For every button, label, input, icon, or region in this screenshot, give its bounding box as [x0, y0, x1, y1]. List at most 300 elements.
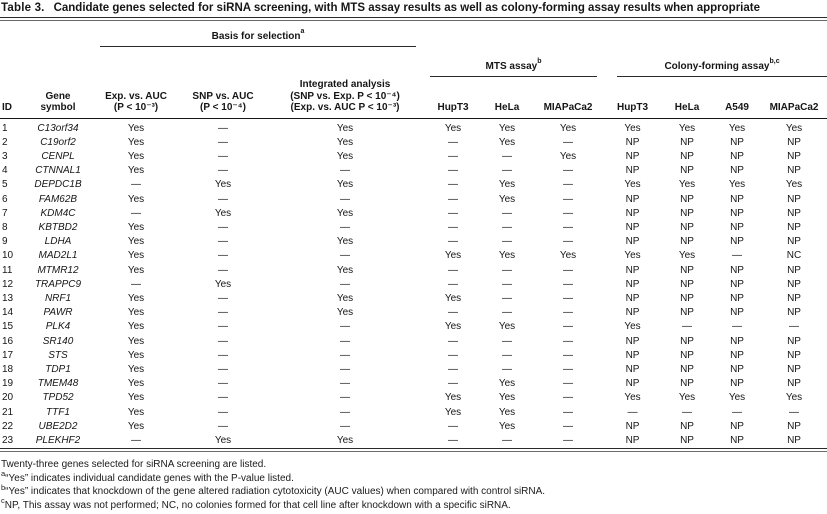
value-cell: Yes	[127, 136, 145, 148]
gene-cell: PLEKHF2	[35, 434, 81, 446]
value-cell: —	[218, 363, 228, 375]
value-cell: NP	[730, 165, 744, 177]
value-cell: NP	[787, 165, 801, 177]
value-cell: —	[448, 236, 459, 248]
value-cell: NP	[730, 378, 744, 390]
value-cell: NP	[787, 221, 801, 233]
footnote-b	[1, 482, 825, 499]
value-cell: —	[340, 250, 351, 262]
value-cell: —	[218, 420, 228, 432]
value-cell: Yes	[728, 392, 746, 404]
value-cell: —	[218, 221, 228, 233]
value-cell: —	[218, 122, 228, 134]
value-cell: Yes	[127, 264, 145, 276]
value-cell: Yes	[498, 193, 516, 205]
value-cell: NP	[625, 264, 640, 276]
value-cell: —	[448, 264, 459, 276]
value-cell: Yes	[624, 392, 641, 404]
table-row	[0, 122, 827, 136]
value-cell: Yes	[336, 236, 354, 248]
col-header-mts-hupt3: HupT3	[424, 77, 482, 118]
id-cell: 6	[2, 193, 8, 205]
value-cell: —	[131, 434, 141, 446]
table-row	[0, 235, 827, 249]
value-cell: Yes	[624, 321, 641, 333]
table-row	[0, 349, 827, 363]
value-cell: NP	[625, 221, 640, 233]
value-cell: Yes	[127, 378, 145, 390]
value-cell: —	[502, 221, 513, 233]
value-cell: NP	[730, 193, 744, 205]
footnote-marker-b: b	[537, 58, 542, 66]
table-title	[0, 0, 827, 17]
value-cell: —	[502, 349, 513, 361]
col-header-line: Integrated analysis	[299, 79, 391, 90]
value-cell: —	[218, 307, 228, 319]
value-cell: NP	[680, 150, 694, 162]
value-cell: NP	[680, 136, 694, 148]
value-cell: NP	[730, 349, 744, 361]
table-caption: Candidate genes selected for siRNA screening, with MTS assay results as well as colony-forming assay results when appropriate	[53, 2, 760, 14]
value-cell: NP	[787, 378, 801, 390]
value-cell: Yes	[498, 406, 516, 418]
id-cell: 5	[2, 179, 8, 191]
value-cell: —	[563, 179, 574, 191]
value-cell: Yes	[214, 207, 232, 219]
value-cell: Yes	[444, 321, 462, 333]
value-cell: NP	[680, 292, 694, 304]
value-cell: —	[448, 335, 459, 347]
gene-cell: NRF1	[44, 292, 72, 304]
table-row	[0, 406, 827, 420]
value-cell: —	[502, 165, 513, 177]
id-cell: 22	[2, 420, 14, 432]
value-cell: Yes	[498, 136, 516, 148]
value-cell: —	[563, 165, 574, 177]
value-cell: Yes	[336, 307, 354, 319]
value-cell: Yes	[444, 392, 462, 404]
gene-cell: LDHA	[44, 236, 72, 248]
value-cell: NP	[680, 236, 694, 248]
value-cell: Yes	[127, 193, 145, 205]
value-cell: —	[563, 363, 574, 375]
gene-cell: C13orf34	[37, 122, 79, 134]
value-cell: NP	[680, 363, 694, 375]
value-cell: —	[563, 207, 574, 219]
spacer-cell	[0, 47, 424, 77]
table-row	[0, 320, 827, 334]
value-cell: NP	[730, 363, 744, 375]
value-cell: NP	[787, 207, 801, 219]
col-header-mts-miapaca2: MIAPaCa2	[532, 77, 604, 118]
value-cell: —	[448, 434, 459, 446]
value-cell: NP	[787, 420, 801, 432]
col-header-line: Gene	[45, 90, 71, 102]
value-cell: —	[448, 363, 459, 375]
value-cell: —	[218, 321, 228, 333]
value-cell: —	[732, 321, 743, 333]
value-cell: NP	[680, 335, 694, 347]
id-cell: 1	[2, 122, 8, 134]
table-row	[0, 207, 827, 221]
gene-cell: CTNNAL1	[35, 165, 81, 177]
id-cell: 7	[2, 207, 8, 219]
table-row	[0, 178, 827, 192]
value-cell: —	[502, 236, 513, 248]
gene-cell: TRAPPC9	[34, 278, 82, 290]
col-header-line: (Exp. vs. AUC P < 10⁻³)	[290, 102, 400, 113]
table-row	[0, 136, 827, 150]
footnote-marker-a: a	[300, 28, 305, 36]
value-cell: —	[448, 378, 459, 390]
value-cell: Yes	[498, 420, 516, 432]
footnote-c	[1, 496, 825, 513]
value-cell: NP	[787, 193, 801, 205]
gene-cell: TPD52	[42, 392, 74, 404]
value-cell: NP	[680, 221, 694, 233]
value-cell: —	[218, 406, 228, 418]
value-cell: Yes	[678, 392, 696, 404]
value-cell: NP	[680, 307, 694, 319]
value-cell: —	[563, 136, 574, 148]
value-cell: NP	[787, 349, 801, 361]
value-cell: Yes	[498, 122, 516, 134]
value-cell: NP	[625, 207, 640, 219]
value-cell: Yes	[127, 150, 145, 162]
value-cell: NP	[680, 278, 694, 290]
value-cell: NP	[625, 307, 640, 319]
value-cell: Yes	[127, 321, 145, 333]
value-cell: Yes	[785, 179, 803, 191]
col-header-gene-symbol	[24, 77, 92, 118]
value-cell: NP	[625, 136, 640, 148]
value-cell: NP	[787, 434, 801, 446]
table-row	[0, 150, 827, 164]
value-cell: NP	[787, 278, 801, 290]
gene-cell: PAWR	[43, 307, 73, 319]
footnote-text: “Yes” indicates that knockdown of the gene altered radiation cytotoxicity (AUC values) when compared with control siRNA.	[5, 486, 546, 498]
value-cell: —	[218, 335, 228, 347]
value-cell: NP	[680, 264, 694, 276]
value-cell: —	[131, 207, 141, 219]
value-cell: Yes	[444, 406, 462, 418]
value-cell: NP	[625, 363, 640, 375]
value-cell: —	[563, 278, 574, 290]
col-header-integrated-analysis	[266, 77, 424, 118]
table-number: Table 3.	[1, 2, 45, 14]
col-header-line: Exp. vs. AUC	[105, 90, 167, 102]
value-cell: Yes	[498, 179, 516, 191]
value-cell: —	[218, 236, 228, 248]
value-cell: Yes	[785, 392, 803, 404]
value-cell: Yes	[498, 321, 516, 333]
value-cell: NP	[787, 236, 801, 248]
table-row	[0, 221, 827, 235]
id-cell: 17	[2, 349, 14, 361]
value-cell: —	[340, 378, 351, 390]
table-row	[0, 420, 827, 434]
value-cell: NP	[787, 264, 801, 276]
group-label-colony: Colony-forming assay	[664, 60, 770, 72]
value-cell: Yes	[127, 221, 145, 233]
value-cell: —	[563, 221, 574, 233]
value-cell: —	[448, 349, 459, 361]
gene-cell: FAM62B	[38, 193, 78, 205]
value-cell: Yes	[214, 179, 232, 191]
value-cell: —	[563, 321, 574, 333]
value-cell: —	[218, 250, 228, 262]
value-cell: Yes	[127, 250, 145, 262]
id-cell: 20	[2, 392, 14, 404]
footnotes	[0, 452, 827, 512]
value-cell: —	[448, 420, 459, 432]
value-cell: —	[448, 136, 459, 148]
table-row	[0, 164, 827, 178]
value-cell: NP	[730, 150, 744, 162]
value-cell: NP	[625, 349, 640, 361]
value-cell: —	[218, 136, 228, 148]
id-cell: 13	[2, 292, 14, 304]
value-cell: —	[340, 420, 351, 432]
value-cell: Yes	[127, 307, 145, 319]
value-cell: —	[218, 392, 228, 404]
value-cell: NP	[787, 150, 801, 162]
value-cell: Yes	[336, 122, 354, 134]
footnote-sup: b	[1, 482, 6, 492]
value-cell: NP	[787, 136, 801, 148]
value-cell: Yes	[214, 434, 232, 446]
value-cell: —	[789, 321, 800, 333]
value-cell: Yes	[336, 207, 354, 219]
value-cell: —	[218, 292, 228, 304]
gene-cell: C19orf2	[40, 136, 76, 148]
value-cell: NP	[625, 236, 640, 248]
spacer-cell	[424, 21, 827, 47]
value-cell: —	[448, 221, 459, 233]
value-cell: NP	[730, 434, 744, 446]
table-row	[0, 306, 827, 320]
table-row	[0, 193, 827, 207]
value-cell: —	[502, 278, 513, 290]
value-cell: NP	[625, 193, 640, 205]
value-cell: —	[627, 406, 638, 418]
table-row	[0, 292, 827, 306]
value-cell: Yes	[127, 335, 145, 347]
col-header-snp-vs-auc	[180, 77, 266, 118]
value-cell: —	[448, 165, 459, 177]
value-cell: Yes	[336, 292, 354, 304]
id-cell: 16	[2, 335, 14, 347]
id-cell: 10	[2, 250, 14, 262]
group-header-row-basis	[0, 21, 827, 47]
value-cell: —	[563, 420, 574, 432]
value-cell: Yes	[127, 363, 145, 375]
table-row	[0, 363, 827, 377]
col-header-line: (P < 10⁻³)	[113, 102, 159, 113]
group-header-colony	[604, 47, 827, 77]
value-cell: —	[218, 349, 228, 361]
gene-cell: MTMR12	[37, 264, 79, 276]
value-cell: —	[563, 292, 574, 304]
table-row	[0, 249, 827, 263]
value-cell: NP	[730, 264, 744, 276]
col-header-mts-hela: HeLa	[482, 77, 532, 118]
value-cell: Yes	[336, 136, 354, 148]
value-cell: —	[218, 150, 228, 162]
value-cell: NP	[730, 307, 744, 319]
value-cell: —	[340, 406, 351, 418]
value-cell: Yes	[498, 250, 516, 262]
value-cell: Yes	[127, 122, 145, 134]
value-cell: NP	[625, 292, 640, 304]
value-cell: NP	[730, 207, 744, 219]
value-cell: Yes	[127, 349, 145, 361]
value-cell: —	[340, 392, 351, 404]
value-cell: —	[563, 406, 574, 418]
col-header-line: symbol	[40, 102, 76, 113]
value-cell: —	[563, 349, 574, 361]
value-cell: Yes	[559, 150, 577, 162]
table-row	[0, 264, 827, 278]
value-cell: Yes	[559, 250, 577, 262]
id-cell: 3	[2, 150, 8, 162]
value-cell: NP	[625, 278, 640, 290]
gene-cell: DEPDC1B	[34, 179, 82, 191]
value-cell: NP	[625, 378, 640, 390]
id-cell: 18	[2, 363, 14, 375]
value-cell: Yes	[336, 434, 354, 446]
gene-cell: TDP1	[45, 363, 71, 375]
value-cell: Yes	[127, 420, 145, 432]
value-cell: NP	[680, 207, 694, 219]
value-cell: Yes	[559, 122, 577, 134]
value-cell: NP	[625, 165, 640, 177]
value-cell: —	[340, 278, 351, 290]
candidate-genes-table	[0, 21, 827, 448]
group-header-row-assays	[0, 47, 827, 77]
gene-cell: STS	[48, 349, 68, 361]
value-cell: Yes	[127, 406, 145, 418]
value-cell: —	[502, 434, 513, 446]
value-cell: Yes	[127, 392, 145, 404]
gene-cell: PLK4	[45, 321, 71, 333]
value-cell: Yes	[728, 122, 746, 134]
col-header-colony-a549: A549	[713, 77, 761, 118]
value-cell: NP	[625, 150, 640, 162]
value-cell: NP	[730, 136, 744, 148]
value-cell: NP	[787, 363, 801, 375]
value-cell: Yes	[214, 278, 232, 290]
value-cell: —	[340, 363, 351, 375]
value-cell: —	[448, 179, 459, 191]
group-label-mts: MTS assay	[485, 60, 538, 72]
column-header-row	[0, 77, 827, 118]
value-cell: NP	[730, 236, 744, 248]
col-header-colony-hela: HeLa	[661, 77, 713, 118]
value-cell: —	[732, 406, 743, 418]
table-row	[0, 434, 827, 448]
col-header-colony-miapaca2: MIAPaCa2	[761, 77, 827, 118]
group-label-basis: Basis for selection	[211, 30, 301, 42]
value-cell: —	[682, 321, 693, 333]
footnote-text: “Yes” indicates individual candidate genes with the P-value listed.	[5, 472, 294, 484]
col-header-line: SNP vs. AUC	[192, 90, 254, 102]
gene-cell: CENPL	[41, 150, 75, 162]
value-cell: —	[563, 307, 574, 319]
footnote-marker-bc: b,c	[769, 58, 780, 66]
value-cell: Yes	[785, 122, 803, 134]
value-cell: —	[502, 150, 513, 162]
value-cell: —	[448, 207, 459, 219]
gene-cell: MAD2L1	[38, 250, 78, 262]
value-cell: Yes	[678, 122, 696, 134]
table-row	[0, 377, 827, 391]
value-cell: NP	[625, 434, 640, 446]
value-cell: NP	[680, 193, 694, 205]
value-cell: —	[218, 264, 228, 276]
id-cell: 11	[2, 264, 13, 276]
value-cell: —	[502, 264, 513, 276]
value-cell: NP	[680, 378, 694, 390]
col-header-id: ID	[0, 77, 24, 118]
footnote-general	[1, 458, 825, 472]
col-header-line: (SNP vs. Exp. P < 10⁻⁴)	[290, 90, 400, 102]
value-cell: —	[563, 434, 574, 446]
table-row	[0, 391, 827, 405]
value-cell: Yes	[127, 292, 145, 304]
value-cell: NP	[730, 335, 744, 347]
value-cell: —	[732, 250, 743, 262]
gene-cell: TTF1	[46, 406, 70, 418]
id-cell: 12	[2, 278, 14, 290]
value-cell: Yes	[678, 250, 696, 262]
id-cell: 4	[2, 165, 8, 177]
value-cell: —	[448, 307, 459, 319]
gene-cell: KBTBD2	[38, 221, 78, 233]
value-cell: Yes	[444, 292, 462, 304]
value-cell: —	[340, 349, 351, 361]
value-cell: —	[502, 307, 513, 319]
id-cell: 9	[2, 236, 8, 248]
value-cell: —	[340, 165, 351, 177]
value-cell: —	[340, 221, 351, 233]
value-cell: NP	[730, 292, 744, 304]
value-cell: Yes	[127, 236, 145, 248]
value-cell: Yes	[624, 250, 641, 262]
table-body	[0, 118, 827, 448]
value-cell: —	[218, 165, 228, 177]
table-row	[0, 278, 827, 292]
footnote-sup: c	[1, 496, 5, 506]
value-cell: NP	[730, 278, 744, 290]
value-cell: NP	[680, 434, 694, 446]
value-cell: —	[131, 278, 141, 290]
value-cell: NP	[625, 420, 640, 432]
value-cell: —	[218, 378, 228, 390]
value-cell: —	[502, 363, 513, 375]
value-cell: NP	[680, 165, 694, 177]
col-header-colony-hupt3: HupT3	[604, 77, 661, 118]
value-cell: Yes	[498, 392, 516, 404]
value-cell: NP	[730, 420, 744, 432]
value-cell: —	[563, 236, 574, 248]
id-cell: 2	[2, 136, 8, 148]
id-cell: 21	[2, 406, 14, 418]
value-cell: —	[448, 278, 459, 290]
footnote-text: Twenty-three genes selected for siRNA screening are listed.	[1, 459, 267, 471]
value-cell: —	[340, 193, 351, 205]
value-cell: NC	[786, 250, 802, 262]
